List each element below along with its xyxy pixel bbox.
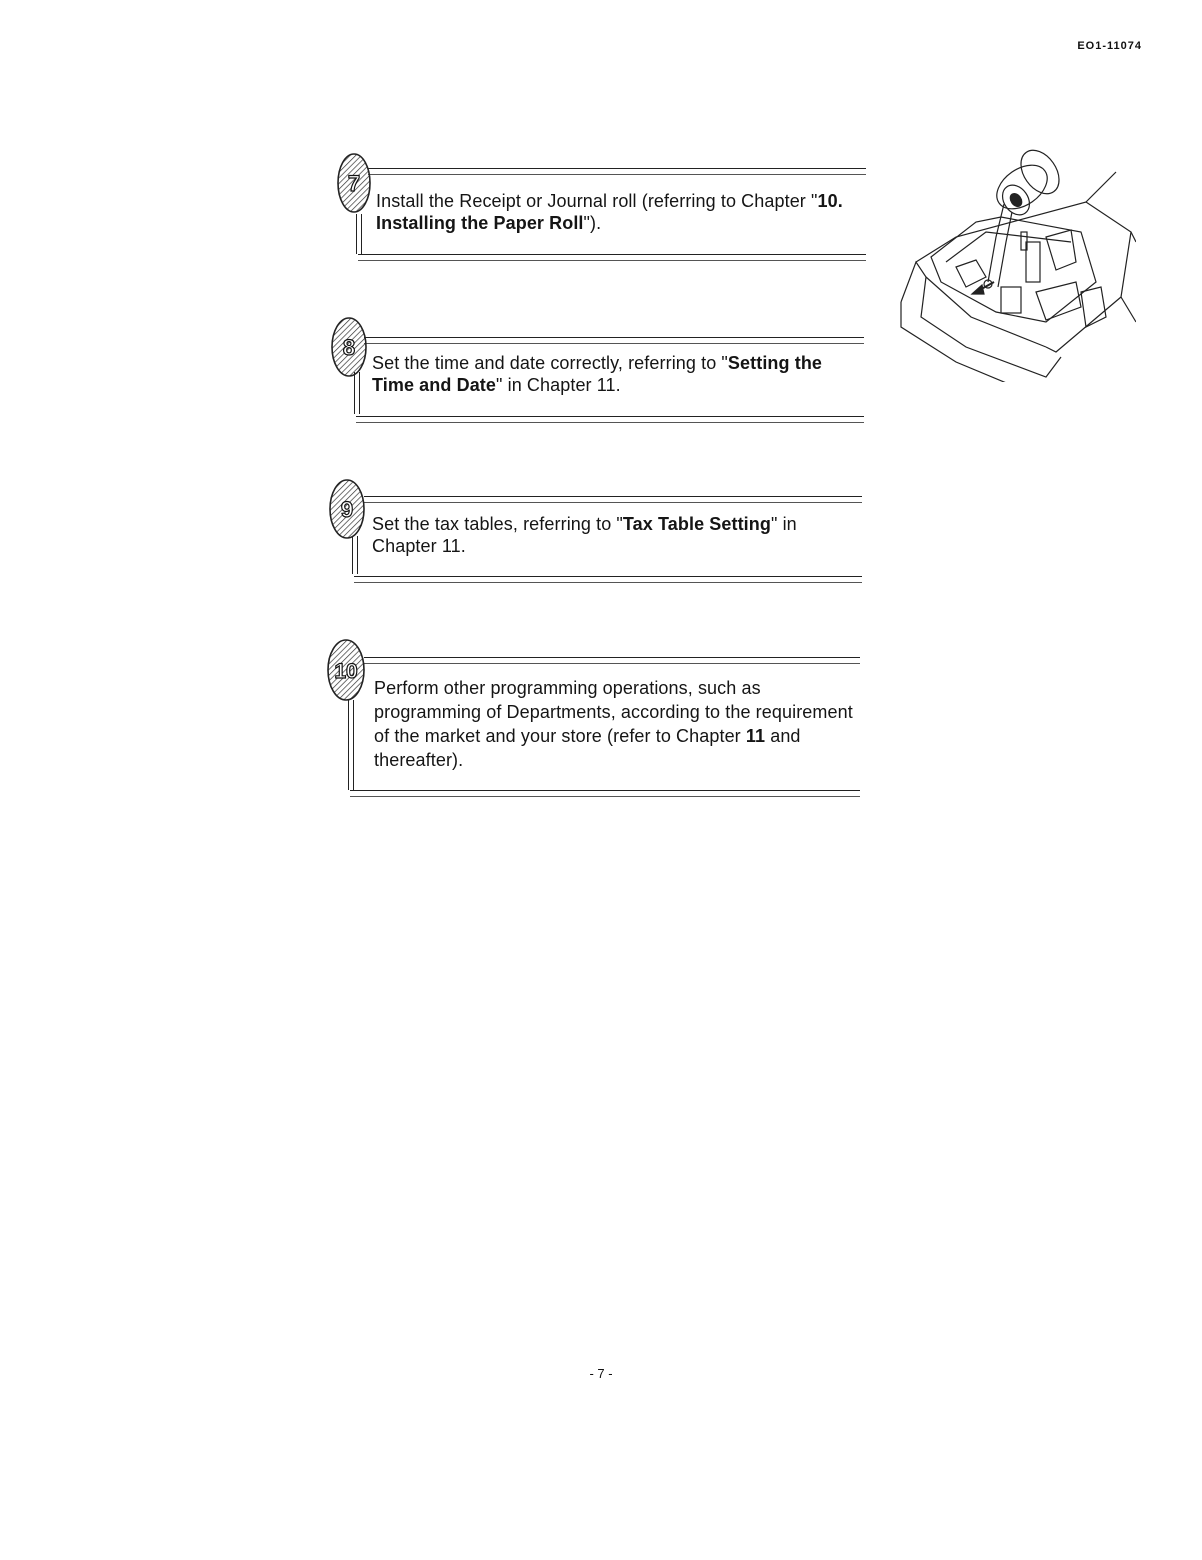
document-code: EO1-11074 (1077, 40, 1142, 52)
step-text: Perform other programming operations, such as programming of Departments, according to the requirement of the market and your store (refer to Chapter 11 and thereafter). (374, 678, 853, 770)
page-number: - 7 - (589, 1366, 613, 1381)
step-number-badge (326, 638, 366, 702)
paper-roll-illustration (896, 142, 1136, 382)
step-7 (336, 152, 866, 267)
step-9 (328, 478, 862, 590)
step-text: Set the time and date correctly, referring to "Setting the Time and Date" in Chapter 11. (372, 353, 823, 395)
step-10 (326, 638, 860, 806)
step-number-badge (328, 478, 366, 540)
step-number-badge (336, 152, 372, 214)
step-text: Install the Receipt or Journal roll (referring to Chapter "10. Installing the Paper Roll"). (376, 191, 843, 233)
step-number-badge (330, 316, 368, 378)
step-number: 7 (347, 171, 361, 196)
step-8 (330, 316, 864, 431)
step-number: 8 (342, 335, 356, 360)
step-text: Set the tax tables, referring to "Tax Table Setting" in Chapter 11. (372, 514, 797, 556)
step-number: 10 (334, 660, 358, 683)
step-number: 9 (340, 497, 354, 522)
